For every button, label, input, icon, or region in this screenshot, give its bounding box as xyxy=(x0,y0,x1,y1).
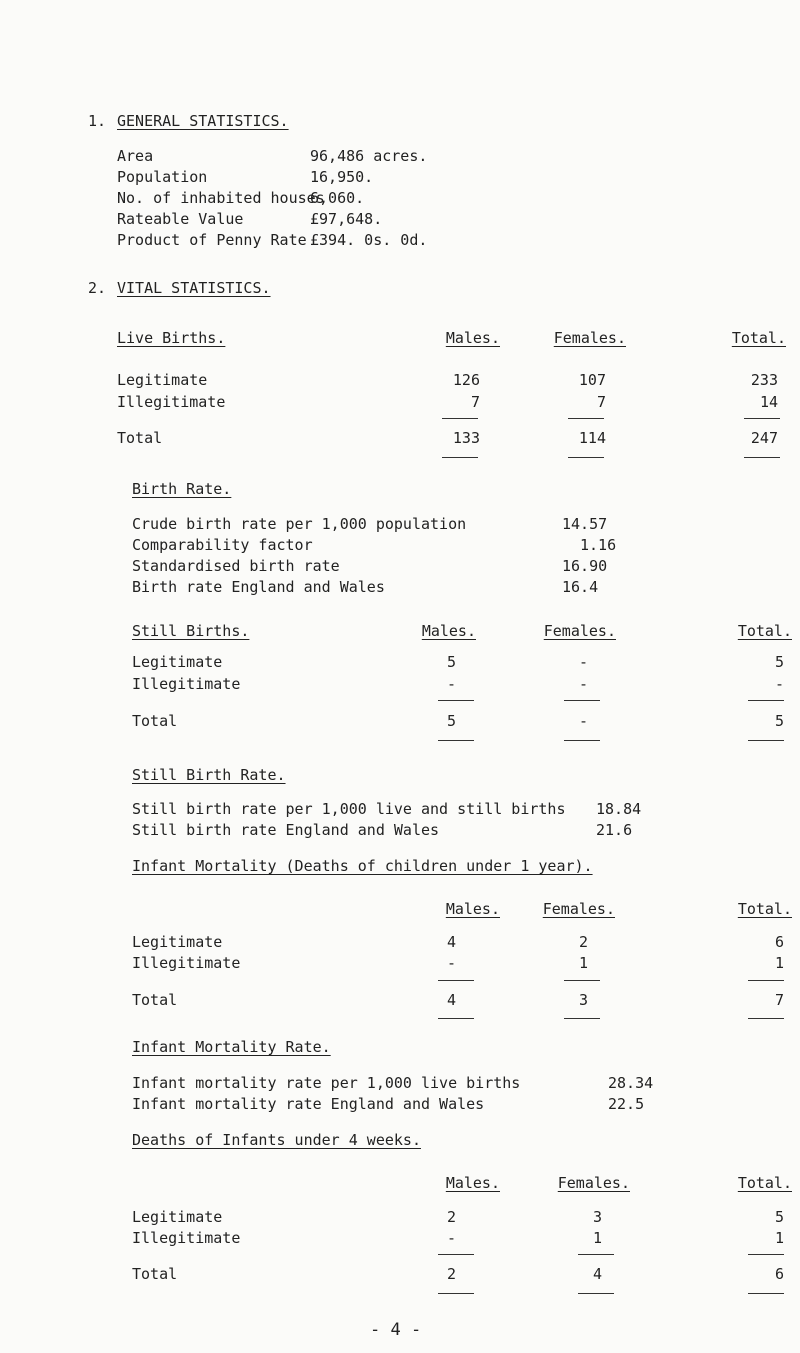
total-rule xyxy=(564,740,600,741)
cell-females: 3 xyxy=(592,1208,602,1226)
rate-value: 18.84 xyxy=(596,800,642,818)
total-rule xyxy=(748,740,784,741)
sum-rule xyxy=(438,700,474,701)
rate-label: Standardised birth rate xyxy=(132,557,340,575)
cell-total: 5 xyxy=(774,653,784,671)
col-header-males: Males. xyxy=(445,900,500,918)
rate-value: 16.90 xyxy=(562,557,608,575)
total-rule xyxy=(438,1293,474,1294)
col-header-females: Females. xyxy=(543,622,616,640)
row-label: Legitimate xyxy=(117,371,208,389)
total-rule xyxy=(442,457,478,458)
section-heading: GENERAL STATISTICS. xyxy=(117,112,289,130)
total-rule xyxy=(438,1018,474,1019)
stat-label: Product of Penny Rate xyxy=(117,231,307,249)
total-rule xyxy=(568,457,604,458)
cell-males: - xyxy=(446,1229,456,1247)
col-header-males: Males. xyxy=(421,622,476,640)
rate-label: Crude birth rate per 1,000 population xyxy=(132,515,467,533)
col-header-males: Males. xyxy=(445,329,500,347)
section-subheading: Birth Rate. xyxy=(132,480,232,498)
page-number: - 4 - xyxy=(370,1320,422,1340)
table-heading: Deaths of Infants under 4 weeks. xyxy=(132,1131,421,1149)
sum-rule xyxy=(748,700,784,701)
cell-total: 5 xyxy=(774,712,784,730)
cell-total: - xyxy=(774,675,784,693)
total-rule xyxy=(564,1018,600,1019)
col-header-females: Females. xyxy=(542,900,615,918)
cell-females: 1 xyxy=(578,954,588,972)
row-label: Illegitimate xyxy=(132,675,241,693)
cell-males: 5 xyxy=(446,712,456,730)
cell-total: 1 xyxy=(774,954,784,972)
cell-total: 233 xyxy=(750,371,778,389)
sum-rule xyxy=(578,1254,614,1255)
cell-males: 2 xyxy=(446,1265,456,1283)
sum-rule xyxy=(748,980,784,981)
col-header-total: Total. xyxy=(731,329,786,347)
section-number: 2. xyxy=(88,279,107,297)
cell-total: 6 xyxy=(774,933,784,951)
cell-total: 1 xyxy=(774,1229,784,1247)
stat-value: 6,060. xyxy=(310,189,365,207)
col-header-total: Total. xyxy=(737,1174,792,1192)
total-rule xyxy=(748,1018,784,1019)
sum-rule xyxy=(564,980,600,981)
cell-total: 6 xyxy=(774,1265,784,1283)
rate-value: 1.16 xyxy=(580,536,617,554)
section-heading: VITAL STATISTICS. xyxy=(117,279,271,297)
row-label: Total xyxy=(132,712,178,730)
rate-value: 28.34 xyxy=(608,1074,654,1092)
total-rule xyxy=(578,1293,614,1294)
sum-rule xyxy=(438,980,474,981)
col-header-males: Males. xyxy=(445,1174,500,1192)
total-rule xyxy=(748,1293,784,1294)
cell-males: - xyxy=(446,954,456,972)
rate-value: 22.5 xyxy=(608,1095,645,1113)
row-label: Legitimate xyxy=(132,933,223,951)
stat-label: Area xyxy=(117,147,154,165)
rate-label: Birth rate England and Wales xyxy=(132,578,385,596)
rate-label: Infant mortality rate England and Wales xyxy=(132,1095,485,1113)
rate-label: Comparability factor xyxy=(132,536,313,554)
cell-females: 114 xyxy=(578,429,606,447)
rate-label: Still birth rate England and Wales xyxy=(132,821,440,839)
table-heading: Live Births. xyxy=(117,329,226,347)
cell-females: 3 xyxy=(578,991,588,1009)
col-header-total: Total. xyxy=(737,900,792,918)
stat-value: 16,950. xyxy=(310,168,374,186)
cell-males: 4 xyxy=(446,933,456,951)
total-rule xyxy=(438,740,474,741)
sum-rule xyxy=(438,1254,474,1255)
table-heading: Infant Mortality (Deaths of children under 1 year). xyxy=(132,857,593,875)
cell-males: 126 xyxy=(452,371,480,389)
col-header-females: Females. xyxy=(553,329,626,347)
cell-total: 7 xyxy=(774,991,784,1009)
rate-value: 16.4 xyxy=(562,578,599,596)
total-rule xyxy=(744,457,780,458)
section-subheading: Infant Mortality Rate. xyxy=(132,1038,331,1056)
cell-females: - xyxy=(578,675,588,693)
cell-total: 5 xyxy=(774,1208,784,1226)
sum-rule xyxy=(748,1254,784,1255)
sum-rule xyxy=(564,700,600,701)
rate-label: Still birth rate per 1,000 live and still births xyxy=(132,800,566,818)
cell-males: 7 xyxy=(470,393,480,411)
cell-females: 1 xyxy=(592,1229,602,1247)
row-label: Illegitimate xyxy=(132,1229,241,1247)
section-number: 1. xyxy=(88,112,107,130)
cell-females: 2 xyxy=(578,933,588,951)
rate-value: 14.57 xyxy=(562,515,608,533)
row-label: Legitimate xyxy=(132,1208,223,1226)
col-header-females: Females. xyxy=(557,1174,630,1192)
cell-total: 14 xyxy=(759,393,778,411)
cell-females: 7 xyxy=(596,393,606,411)
row-label: Legitimate xyxy=(132,653,223,671)
stat-label: Rateable Value xyxy=(117,210,244,228)
cell-males: 133 xyxy=(452,429,480,447)
sum-rule xyxy=(442,418,478,419)
stat-value: £97,648. xyxy=(310,210,383,228)
sum-rule xyxy=(568,418,604,419)
row-label: Total xyxy=(132,1265,178,1283)
cell-total: 247 xyxy=(750,429,778,447)
row-label: Illegitimate xyxy=(132,954,241,972)
row-label: Total xyxy=(132,991,178,1009)
row-label: Total xyxy=(117,429,163,447)
stat-label: No. of inhabited houses xyxy=(117,189,325,207)
cell-females: - xyxy=(578,712,588,730)
stat-label: Population xyxy=(117,168,208,186)
table-heading: Still Births. xyxy=(132,622,250,640)
cell-males: 2 xyxy=(446,1208,456,1226)
rate-label: Infant mortality rate per 1,000 live births xyxy=(132,1074,521,1092)
sum-rule xyxy=(744,418,780,419)
cell-females: 107 xyxy=(578,371,606,389)
row-label: Illegitimate xyxy=(117,393,226,411)
stat-value: £394. 0s. 0d. xyxy=(310,231,428,249)
cell-females: 4 xyxy=(592,1265,602,1283)
col-header-total: Total. xyxy=(737,622,792,640)
cell-males: 4 xyxy=(446,991,456,1009)
cell-males: 5 xyxy=(446,653,456,671)
section-subheading: Still Birth Rate. xyxy=(132,766,286,784)
rate-value: 21.6 xyxy=(596,821,633,839)
stat-value: 96,486 acres. xyxy=(310,147,428,165)
cell-males: - xyxy=(446,675,456,693)
cell-females: - xyxy=(578,653,588,671)
